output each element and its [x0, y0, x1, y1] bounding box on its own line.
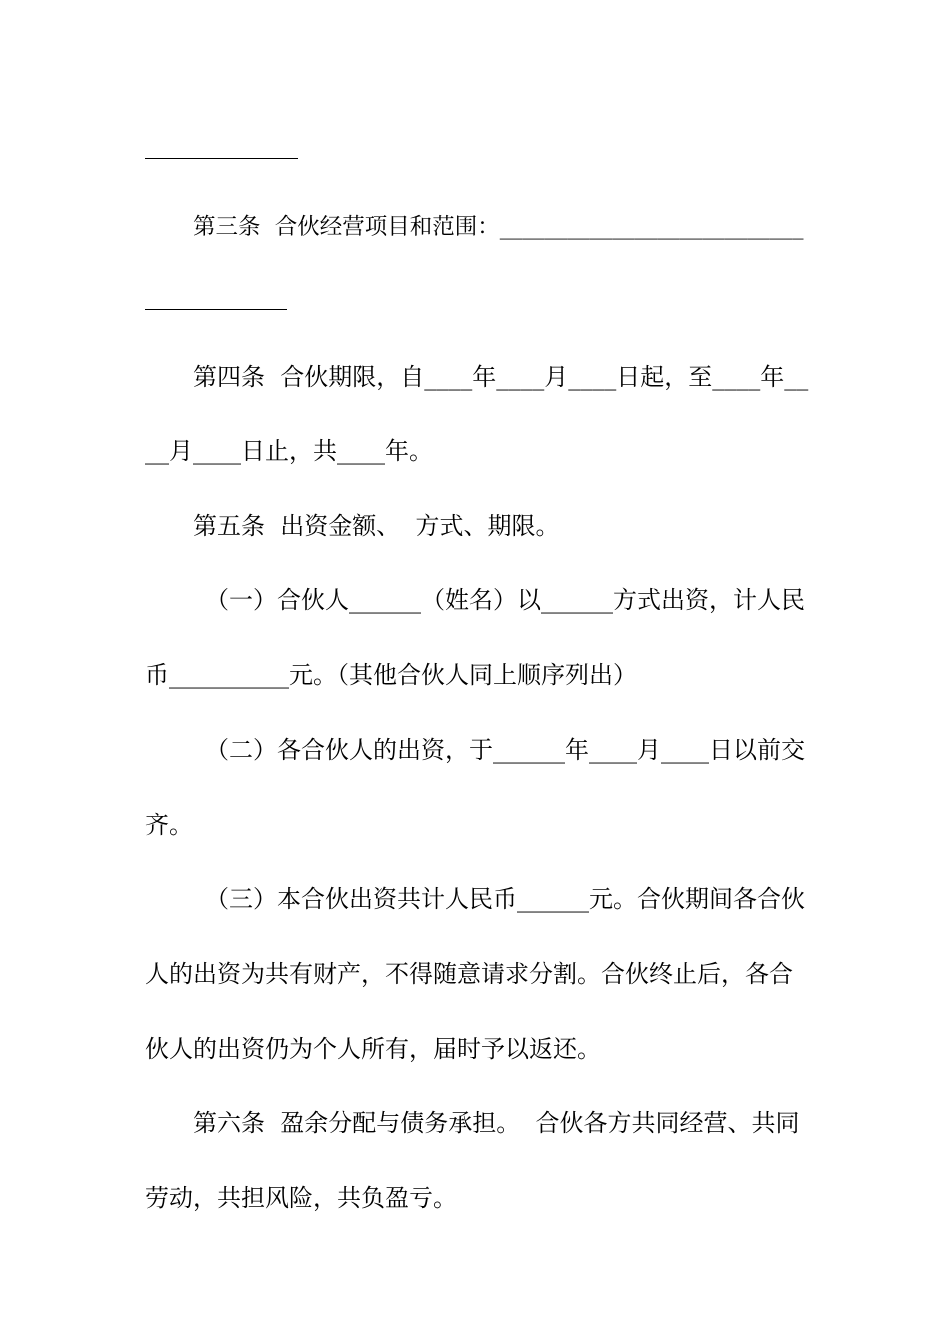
article-5-item-2-line-1: （二）各合伙人的出资，于______年____月____日以前交: [205, 736, 805, 764]
article-6-line-2: 劳动，共担风险，共负盈亏。: [145, 1184, 457, 1212]
article-5-item-1-line-2: 币__________元。（其他合伙人同上顺序列出）: [145, 661, 637, 689]
article-6-line-1: 第六条 盈余分配与债务承担。 合伙各方共同经营、共同: [193, 1109, 800, 1137]
article-5-item-3-line-1: （三）本合伙出资共计人民币______元。合伙期间各合伙: [205, 885, 805, 913]
article-5-item-1-line-1: （一）合伙人______（姓名）以______方式出资，计人民: [205, 586, 805, 614]
article-5-item-3-line-3: 伙人的出资仍为个人所有，届时予以返还。: [145, 1035, 601, 1063]
blank-underline: [145, 158, 298, 159]
article-4-line-1: 第四条 合伙期限，自____年____月____日起，至____年__: [193, 363, 809, 391]
article-5-item-3-line-2: 人的出资为共有财产，不得随意请求分割。合伙终止后，各合: [145, 960, 793, 988]
article-5-heading: 第五条 出资金额、 方式、期限。: [193, 512, 560, 540]
blank-underline: [145, 309, 287, 310]
article-3-line: 第三条 合伙经营项目和范围：___________________________: [193, 214, 804, 240]
article-5-item-2-line-2: 齐。: [145, 811, 193, 839]
article-4-line-2: __月____日止，共____年。: [145, 437, 433, 465]
